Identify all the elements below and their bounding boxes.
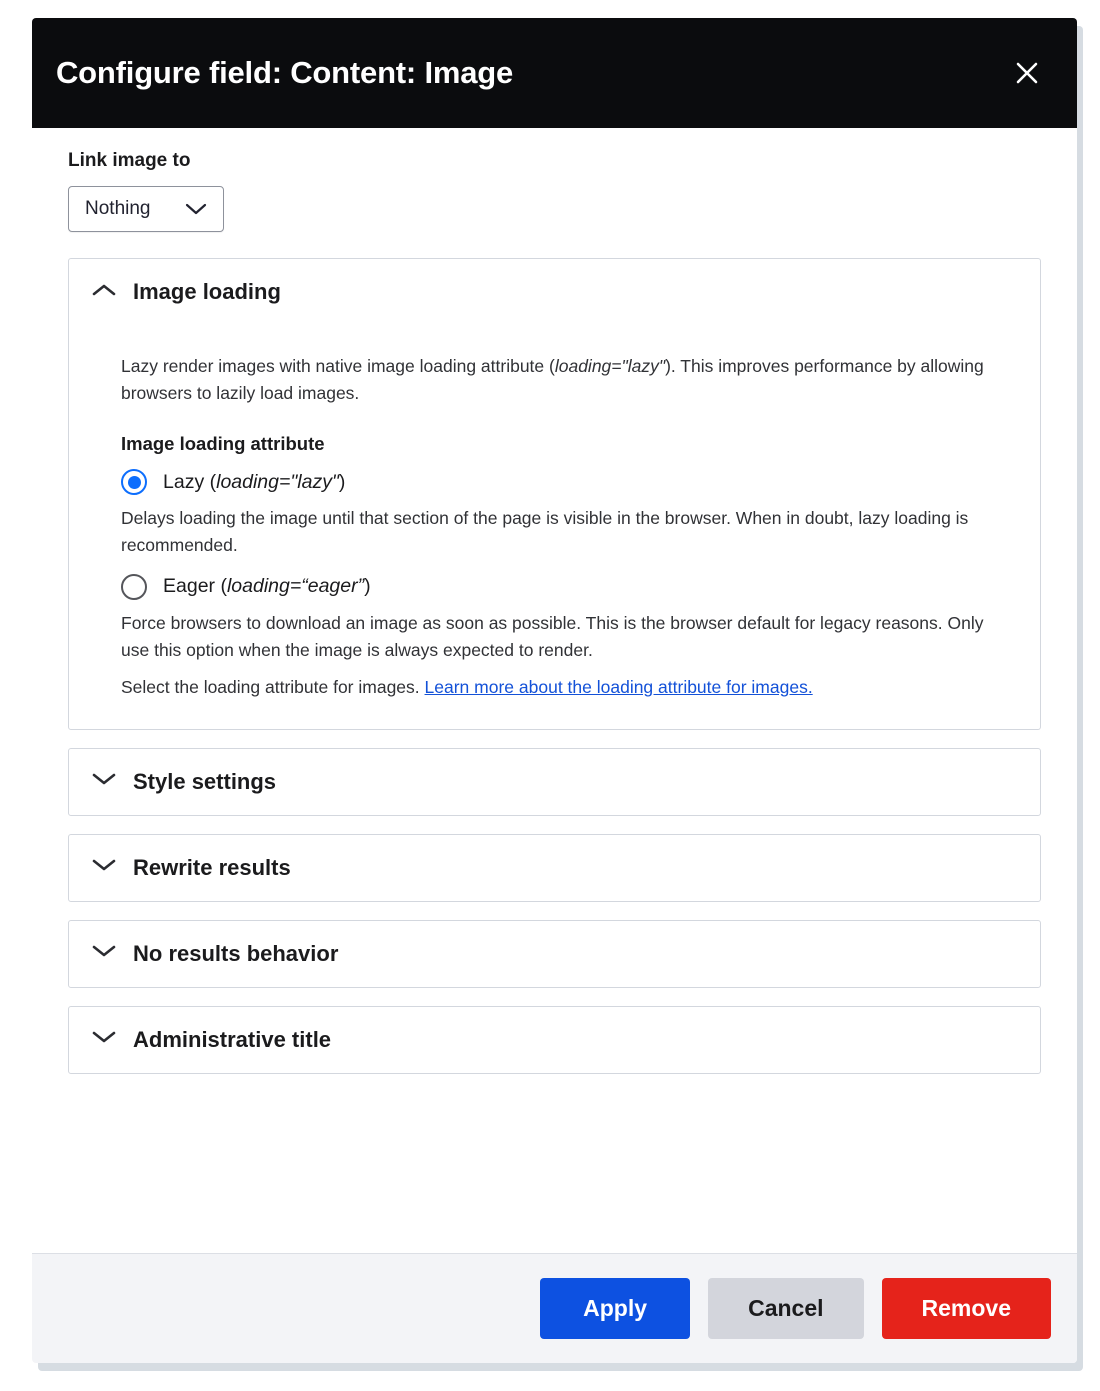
radio-eager-indicator[interactable] (121, 574, 147, 600)
link-image-select[interactable] (68, 186, 224, 232)
chevron-up-icon (91, 282, 117, 303)
panel-administrative-title-summary[interactable] (69, 1007, 1040, 1073)
panel-style-settings (68, 748, 1041, 816)
image-loading-attribute-label: Image loading attribute (121, 433, 325, 455)
desc-part1: Lazy render images with native image loading attribute ( (121, 356, 555, 376)
radio-eager-label (163, 575, 371, 598)
panel-no-results-behavior-summary[interactable] (69, 921, 1040, 987)
panel-style-settings-summary[interactable] (69, 749, 1040, 815)
radio-lazy-code: loading="lazy" (216, 470, 339, 493)
chevron-down-icon (91, 1029, 117, 1050)
dialog-body (32, 128, 1077, 1253)
radio-eager-code: loading=“eager” (226, 575, 365, 597)
panel-title: Administrative title (133, 1026, 332, 1052)
radio-eager-prefix: Eager ( (163, 575, 227, 597)
desc-code: loading="lazy" (554, 356, 666, 376)
radio-lazy-help: Delays loading the image until that section of the page is visible in the browser. When in doubt, lazy loading is recommended. (121, 508, 969, 556)
chevron-down-icon (185, 202, 207, 216)
panel-title: Image loading (133, 279, 281, 304)
image-loading-description (121, 353, 1001, 407)
link-image-selected-value: Nothing (85, 198, 151, 219)
panel-image-loading-body (69, 325, 1040, 729)
panel-image-loading-summary[interactable] (69, 259, 1040, 325)
radio-lazy-label (163, 471, 345, 494)
desc-part2: ). This improves performance by allowing browsers to lazily load images. (121, 356, 984, 404)
cancel-button[interactable]: Cancel (708, 1278, 863, 1339)
footer-text: Select the loading attribute for images. (121, 676, 420, 697)
radio-lazy-indicator[interactable] (121, 469, 147, 495)
panel-rewrite-results-summary[interactable] (69, 835, 1040, 901)
panel-title: Style settings (133, 768, 277, 794)
panel-title: Rewrite results (133, 854, 291, 880)
radio-eager-help: Force browsers to download an image as soon as possible. This is the browser default for legacy reasons. Only use this option when the image is always expected to render. (121, 612, 984, 660)
radio-option-eager[interactable] (121, 574, 1014, 600)
dialog-header (32, 18, 1077, 128)
dialog-footer (32, 1253, 1077, 1363)
image-loading-footer-text (121, 674, 1011, 701)
link-image-label: Link image to (68, 150, 191, 171)
panel-image-loading (68, 258, 1041, 730)
radio-lazy-prefix: Lazy ( (163, 470, 217, 493)
panel-title: No results behavior (133, 940, 339, 966)
dialog-title: Configure field: Content: Image (56, 55, 514, 90)
close-icon[interactable] (1005, 51, 1049, 95)
chevron-down-icon (91, 943, 117, 964)
panel-administrative-title (68, 1006, 1041, 1074)
panel-rewrite-results (68, 834, 1041, 902)
remove-button[interactable]: Remove (882, 1278, 1051, 1339)
radio-option-lazy[interactable] (121, 469, 1014, 495)
learn-more-link[interactable]: Learn more about the loading attribute for images. (424, 676, 813, 697)
chevron-down-icon (91, 857, 117, 878)
panel-no-results-behavior (68, 920, 1041, 988)
apply-button[interactable]: Apply (540, 1278, 690, 1339)
configure-field-dialog (32, 18, 1077, 1363)
chevron-down-icon (91, 771, 117, 792)
radio-lazy-suffix: ) (338, 470, 346, 493)
radio-eager-suffix: ) (364, 575, 371, 597)
